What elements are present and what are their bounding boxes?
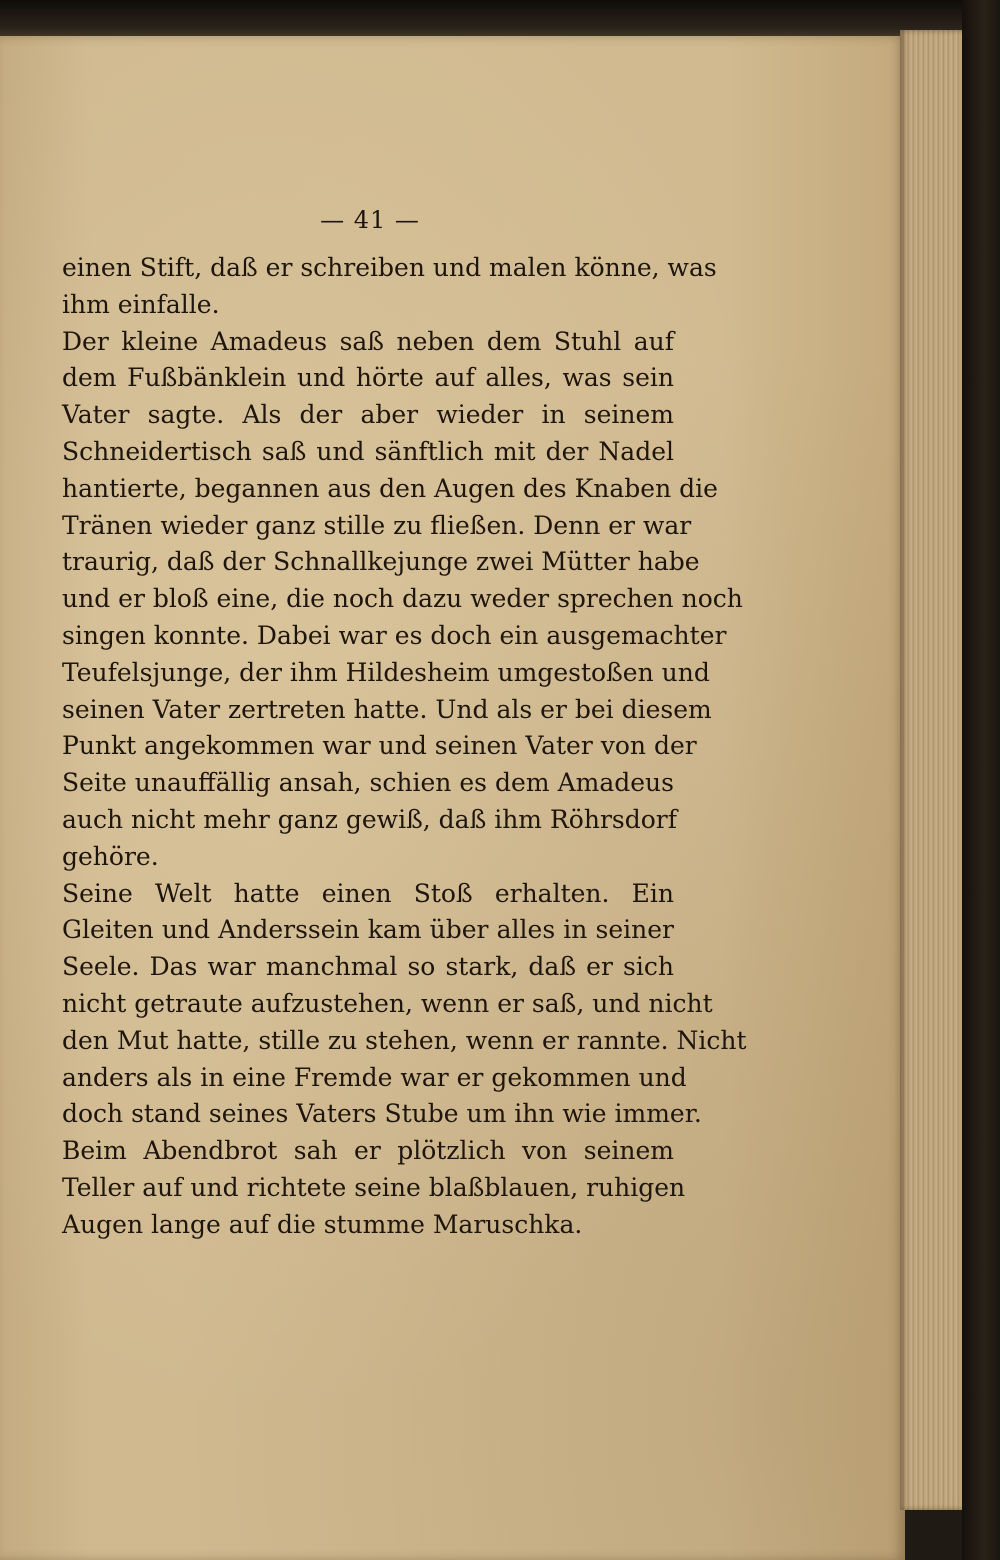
text-line: anders als in eine Fremde war er gekommen und [62, 1062, 687, 1092]
text-line: Schneidertisch saß und sänftlich mit der Nadel [62, 436, 674, 466]
text-line: Der kleine Amadeus saß neben dem Stuhl auf [62, 326, 674, 356]
text-line: Gleiten und Anderssein kam über alles in seiner [62, 915, 674, 945]
text-line: Vater sagte. Als der aber wieder in seinem [62, 400, 674, 430]
text-line: Punkt angekommen war und seinen Vater von der [62, 731, 697, 761]
text-line: Seite unauffällig ansah, schien es dem Amadeus [62, 768, 674, 798]
text-line: seinen Vater zertreten hatte. Und als er bei diesem [62, 694, 712, 724]
text-line: doch stand seines Vaters Stube um ihn wie immer. [62, 1099, 702, 1129]
text-line: Teufelsjunge, der ihm Hildesheim umgestoßen und [62, 657, 710, 687]
book-top-edge [0, 0, 1000, 40]
text-line: Seine Welt hatte einen Stoß erhalten. Ein [62, 878, 674, 908]
text-line: traurig, daß der Schnallkejunge zwei Mütter habe [62, 547, 700, 577]
text-line: Beim Abendbrot sah er plötzlich von seinem [62, 1136, 674, 1166]
body-text [62, 250, 747, 1244]
text-line: auch nicht mehr ganz gewiß, daß ihm Röhrsdorf [62, 804, 677, 834]
book-cover-edge [962, 0, 1000, 1560]
page-edges [900, 30, 962, 1510]
text-line: Seele. Das war manchmal so stark, daß er sich [62, 952, 674, 982]
text-line: den Mut hatte, stille zu stehen, wenn er rannte. Nicht [62, 1025, 747, 1055]
text-line: ihm einfalle. [62, 289, 220, 319]
text-line: Tränen wieder ganz stille zu fließen. Denn er war [62, 510, 692, 540]
text-line: nicht getraute aufzustehen, wenn er saß, und nicht [62, 988, 713, 1018]
page-number: — 41 — [320, 206, 420, 234]
text-line: und er bloß eine, die noch dazu weder sprechen noch [62, 584, 743, 614]
text-line: singen konnte. Dabei war es doch ein ausgemachter [62, 620, 727, 650]
text-line: gehöre. [62, 841, 159, 871]
text-line: Augen lange auf die stumme Maruschka. [62, 1209, 583, 1239]
text-line: Teller auf und richtete seine blaßblauen, ruhigen [62, 1172, 686, 1202]
text-line: hantierte, begannen aus den Augen des Knaben die [62, 473, 718, 503]
text-line: einen Stift, daß er schreiben und malen könne, was [62, 253, 717, 282]
text-line: dem Fußbänklein und hörte auf alles, was sein [62, 363, 674, 393]
